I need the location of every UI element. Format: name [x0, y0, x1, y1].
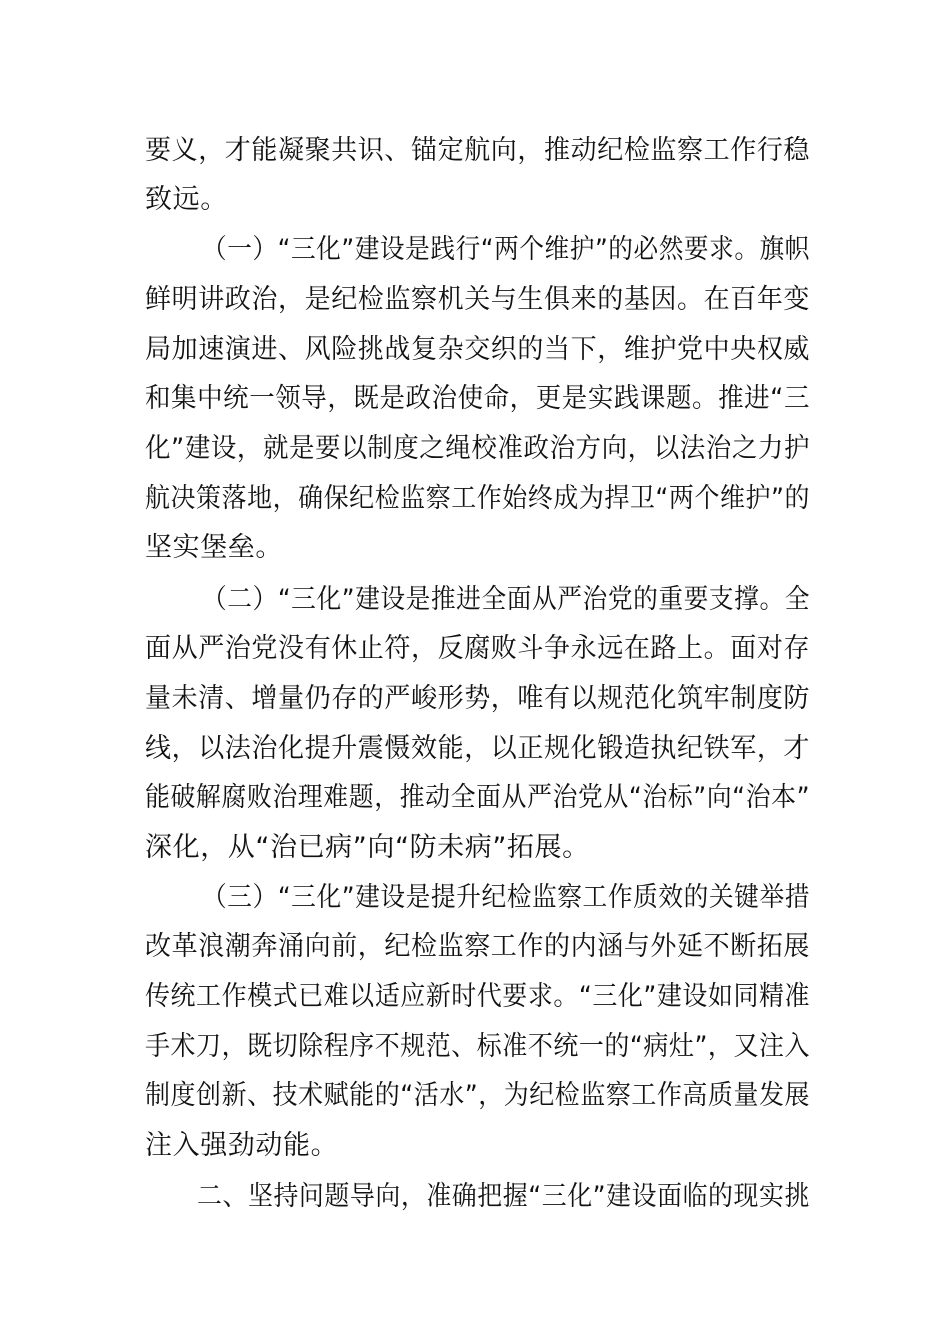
- text-line-19: 手术刀，既切除程序不规范、标准不统一的“病灶”，又注入: [145, 1031, 811, 1062]
- text-line-13: 线，以法治化提升震慑效能，以正规化锻造执纪铁军，才: [145, 733, 811, 764]
- text-line-11: 面从严治党没有休止符，反腐败斗争永远在路上。面对存: [145, 633, 811, 664]
- text-line-3: （一）“三化”建设是践行“两个维护”的必然要求。旗帜: [202, 234, 810, 265]
- text-line-12: 量未清、增量仍存的严峻形势，唯有以规范化筑牢制度防: [145, 683, 811, 714]
- text-line-1: 要义，才能凝聚共识、锚定航向，推动纪检监察工作行稳: [145, 135, 811, 166]
- text-line-9: 坚实堡垒。: [145, 532, 283, 563]
- text-line-7: 化”建设，就是要以制度之绳校准政治方向，以法治之力护: [145, 433, 810, 464]
- text-line-10: （二）“三化”建设是推进全面从严治党的重要支撑。全: [202, 584, 811, 615]
- text-line-6: 和集中统一领导，既是政治使命，更是实践课题。推进“三: [145, 383, 810, 414]
- text-line-5: 局加速演进、风险挑战复杂交织的当下，维护党中央权威: [145, 334, 811, 365]
- text-line-20: 制度创新、技术赋能的“活水”，为纪检监察工作高质量发展: [145, 1080, 811, 1111]
- text-line-2: 致远。: [145, 184, 228, 215]
- text-line-17: 改革浪潮奔涌向前，纪检监察工作的内涵与外延不断拓展: [145, 931, 811, 962]
- text-line-18: 传统工作模式已难以适应新时代要求。“三化”建设如同精准: [145, 981, 811, 1012]
- section-heading: 二、坚持问题导向，准确把握“三化”建设面临的现实挑: [197, 1181, 810, 1212]
- text-line-15: 深化，从“治已病”向“防未病”拓展。: [145, 832, 590, 863]
- text-line-21: 注入强劲动能。: [145, 1130, 339, 1161]
- text-line-14: 能破解腐败治理难题，推动全面从严治党从“治标”向“治本”: [145, 782, 811, 813]
- text-line-4: 鲜明讲政治，是纪检监察机关与生俱来的基因。在百年变: [145, 284, 811, 315]
- text-line-16: （三）“三化”建设是提升纪检监察工作质效的关键举措: [202, 882, 811, 913]
- text-line-8: 航决策落地，确保纪检监察工作始终成为捍卫“两个维护”的: [145, 483, 811, 514]
